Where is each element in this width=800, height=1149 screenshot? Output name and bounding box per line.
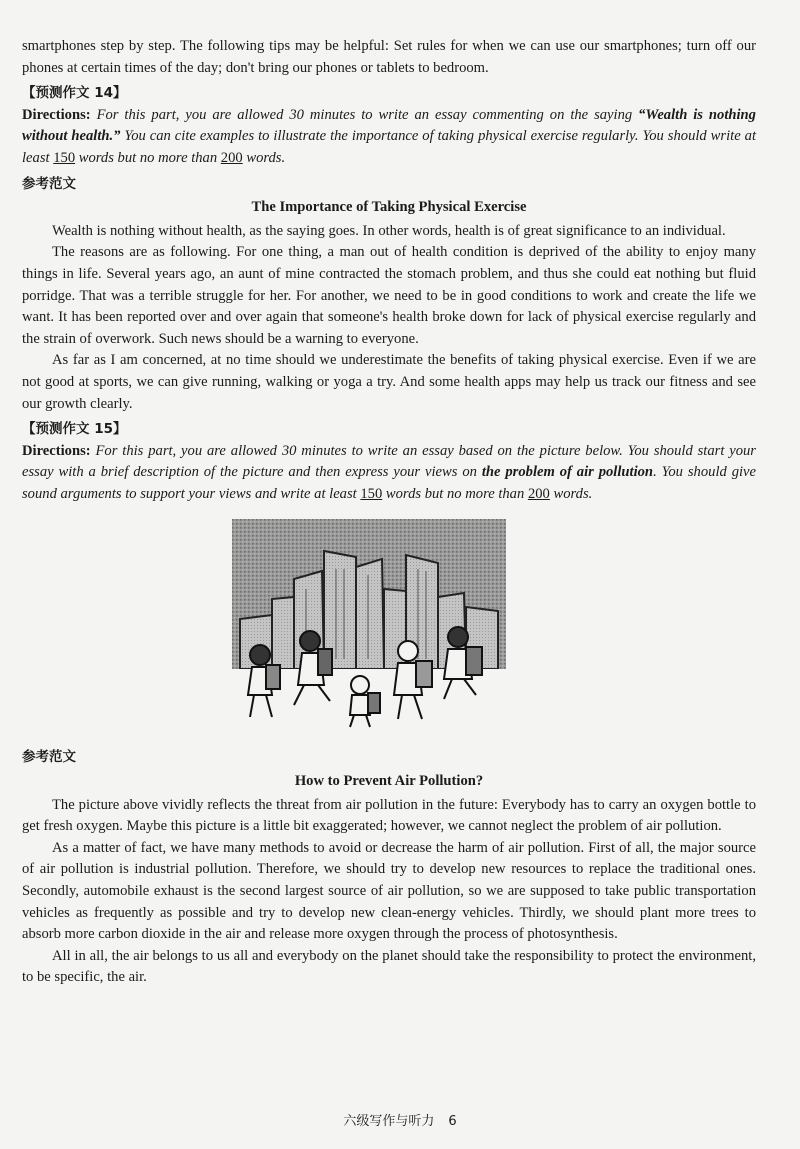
directions-label: Directions: <box>22 442 91 459</box>
essay-15-title: How to Prevent Air Pollution? <box>294 773 484 790</box>
essay-14-paragraph: The reasons are as following. For one thing, a man out of health condition is deprived of the ability to enjoy many things in life. Several years ago, an aunt of mine contracted the stomach problem, and thus she could eat nothing but fluid porridge. That was a terrible struggle for her. For another, we need to be in good conditions to work and create the life we want. It has been reported over and over again that someone's health broke down for lack of physical exercise regularly and the strain of overwork. Such news should be a warning to everyone. <box>22 244 756 347</box>
section-15-directions: Directions: For this part, you are allowed 30 minutes to write an essay based on the picture below. You should start your essay with a brief description of the picture and then express your views on the problem of air pollution. You should give sound arguments to support your views and write at least 150 words but no more than 200 words. <box>22 442 756 502</box>
city-smog-illustration <box>232 519 506 731</box>
essay-15-paragraph: As a matter of fact, we have many methods to avoid or decrease the harm of air pollution. First of all, the major source of air pollution is industrial pollution. Therefore, we should try to develop new resources to replace the traditional ones. Secondly, automobile exhaust is the second largest source of air pollution, so we are supposed to take public transportation vehicles as frequently as possible and try to develop new clean-energy vehicles. Thirdly, we should plant more trees to absorb more carbon dioxide in the air and release more oxygen through the process of photosynthesis. <box>22 839 756 943</box>
section-14-directions: Directions: For this part, you are allowed 30 minutes to write an essay commenting on the saying “Wealth is nothing without health.” You can cite examples to illustrate the importance of taking physical exercise regularly. You should write at least 150 words but no more than 200 words. <box>22 106 756 166</box>
essay-14-paragraph: Wealth is nothing without health, as the saying goes. In other words, health is of great significance to an individual. <box>52 222 726 239</box>
air-pollution-illustration <box>232 519 506 731</box>
top-paragraph: smartphones step by step. The following tips may be helpful: Set rules for when we can use our smartphones; turn off our phones at certain times of the day; don't bring our phones or tablets to bedroom. <box>22 38 756 76</box>
page-number: 6 <box>448 1114 457 1129</box>
section-14-label: 【预测作文 14】 <box>22 85 127 102</box>
content <box>22 36 756 989</box>
section-15-ref-label: 参考范文 <box>22 749 76 766</box>
essay-14-title: The Importance of Taking Physical Exercise <box>251 199 527 216</box>
essay-15-paragraph: The picture above vividly reflects the threat from air pollution in the future: Everybody has to carry an oxygen bottle to get fresh oxygen. Maybe this picture is a little bit exaggerated; however, we cannot neglect the problem of air pollution. <box>22 796 756 835</box>
section-14-ref-label: 参考范文 <box>22 175 76 192</box>
section-15-label: 【预测作文 15】 <box>22 421 127 438</box>
page-footer <box>0 1111 800 1133</box>
essay-15-paragraph: All in all, the air belongs to us all and everybody on the planet should take the responsibility to protect the environment, to be specific, the air. <box>22 947 756 986</box>
essay-14-paragraph: As far as I am concerned, at no time should we underestimate the benefits of taking physical exercise. Even if we are not good at sports, we can give running, walking or yoga a try. And some health apps may help us track our fitness and see our growth clearly. <box>22 352 756 412</box>
book-title: 六级写作与听力 <box>343 1114 435 1129</box>
directions-label: Directions: <box>22 106 91 123</box>
